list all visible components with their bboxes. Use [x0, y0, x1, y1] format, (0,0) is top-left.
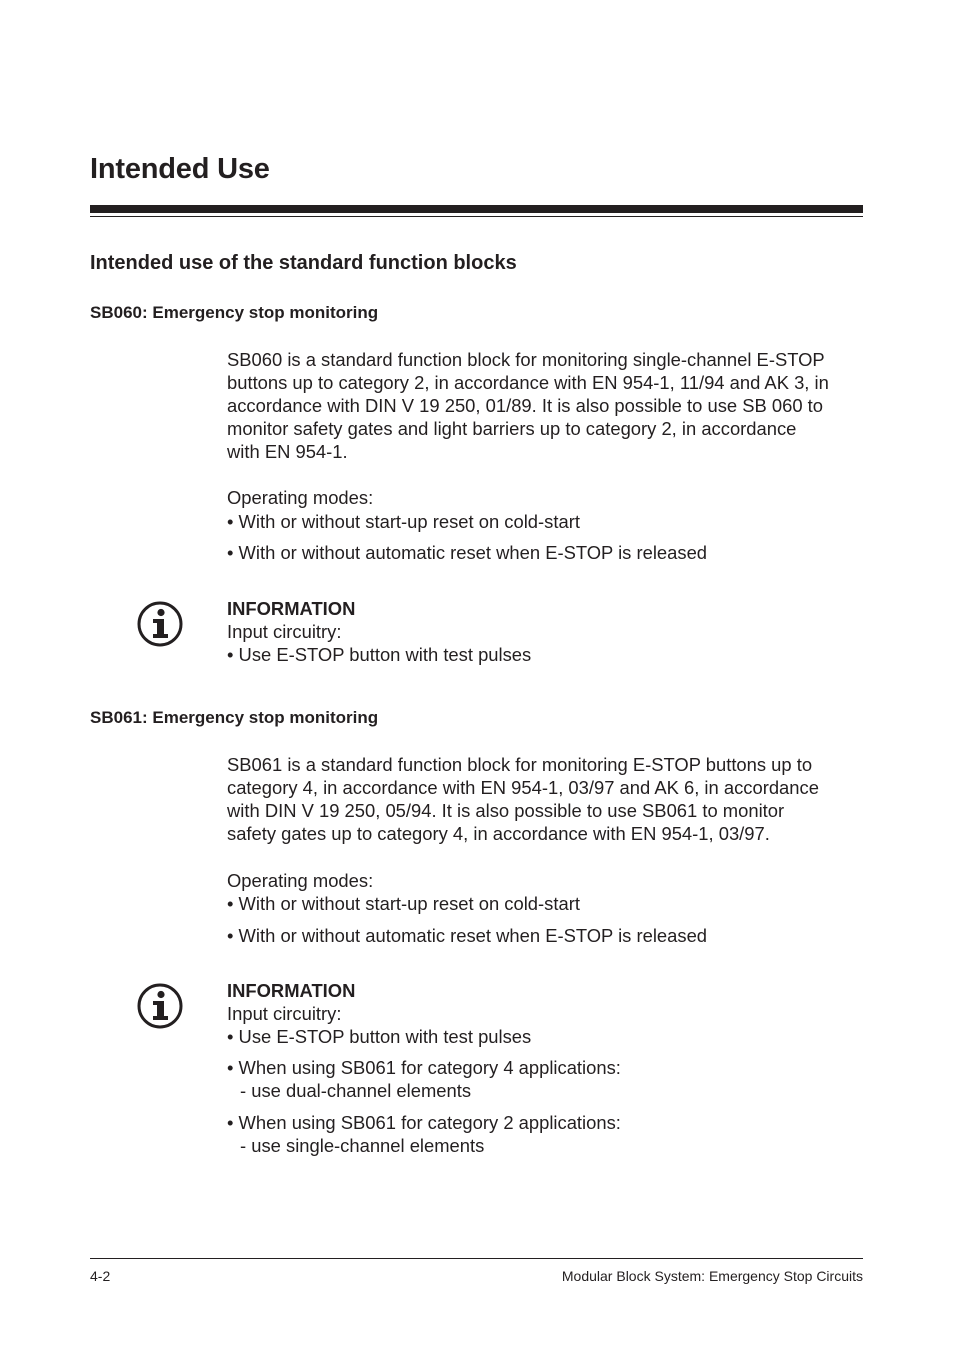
sb061-desc-line: category 4, in accordance with EN 954-1, 03/97 and AK 6, in accordance: [227, 777, 819, 798]
sb061-heading: SB061: Emergency stop monitoring: [90, 708, 379, 727]
sb061-info-block: [227, 979, 867, 1157]
info-line: • When using SB061 for category 4 applications:: [227, 1057, 621, 1078]
sb061-mode-item: • With or without automatic reset when E-STOP is released: [227, 925, 708, 946]
page-title: Intended Use: [90, 153, 270, 185]
sb060-description: [227, 348, 867, 463]
info-line: • When using SB061 for category 2 applications:: [227, 1112, 621, 1133]
sb060-desc-line: accordance with DIN V 19 250, 01/89. It is also possible to use SB 060 to: [227, 395, 823, 416]
page-number: 4-2: [90, 1268, 111, 1284]
sb060-heading: SB060: Emergency stop monitoring: [90, 303, 379, 322]
sb060-desc-line: buttons up to category 2, in accordance with EN 954-1, 11/94 and AK 3, in: [227, 372, 829, 393]
title-rule-thick: [90, 205, 863, 213]
sb061-modes-label: Operating modes:: [227, 870, 374, 891]
sb060-mode-item: • With or without start-up reset on cold-start: [227, 511, 580, 532]
info-line: • Use E-STOP button with test pulses: [227, 1026, 532, 1047]
info-line: Input circuitry:: [227, 621, 342, 642]
sb060-modes-label: Operating modes:: [227, 487, 374, 508]
sb060-desc-line: with EN 954-1.: [227, 441, 348, 462]
footer-rule: [90, 1258, 863, 1259]
sb060-info-block: [227, 597, 867, 666]
info-line: • Use E-STOP button with test pulses: [227, 644, 532, 665]
sb061-desc-line: safety gates up to category 4, in accordance with EN 954-1, 03/97.: [227, 823, 770, 844]
info-subline: - use dual-channel elements: [240, 1080, 472, 1101]
sb061-description: [227, 753, 867, 845]
info-label: INFORMATION: [227, 980, 356, 1001]
info-line: Input circuitry:: [227, 1003, 342, 1024]
sb061-desc-line: SB061 is a standard function block for monitoring E-STOP buttons up to: [227, 754, 813, 775]
title-rule-thin: [90, 216, 863, 217]
sb061-desc-line: with DIN V 19 250, 05/94. It is also possible to use SB061 to monitor: [227, 800, 785, 821]
information-icon: [137, 601, 183, 647]
sb060-mode-item: • With or without automatic reset when E-STOP is released: [227, 542, 708, 563]
info-subline: - use single-channel elements: [240, 1135, 485, 1156]
sb060-desc-line: SB060 is a standard function block for monitoring single-channel E-STOP: [227, 349, 825, 370]
sb060-desc-line: monitor safety gates and light barriers up to category 2, in accordance: [227, 418, 797, 439]
sb061-mode-item: • With or without start-up reset on cold-start: [227, 893, 580, 914]
information-icon: [137, 983, 183, 1029]
section-title: Intended use of the standard function blocks: [90, 252, 517, 274]
footer-document-title: Modular Block System: Emergency Stop Circuits: [561, 1268, 863, 1284]
info-label: INFORMATION: [227, 598, 356, 619]
